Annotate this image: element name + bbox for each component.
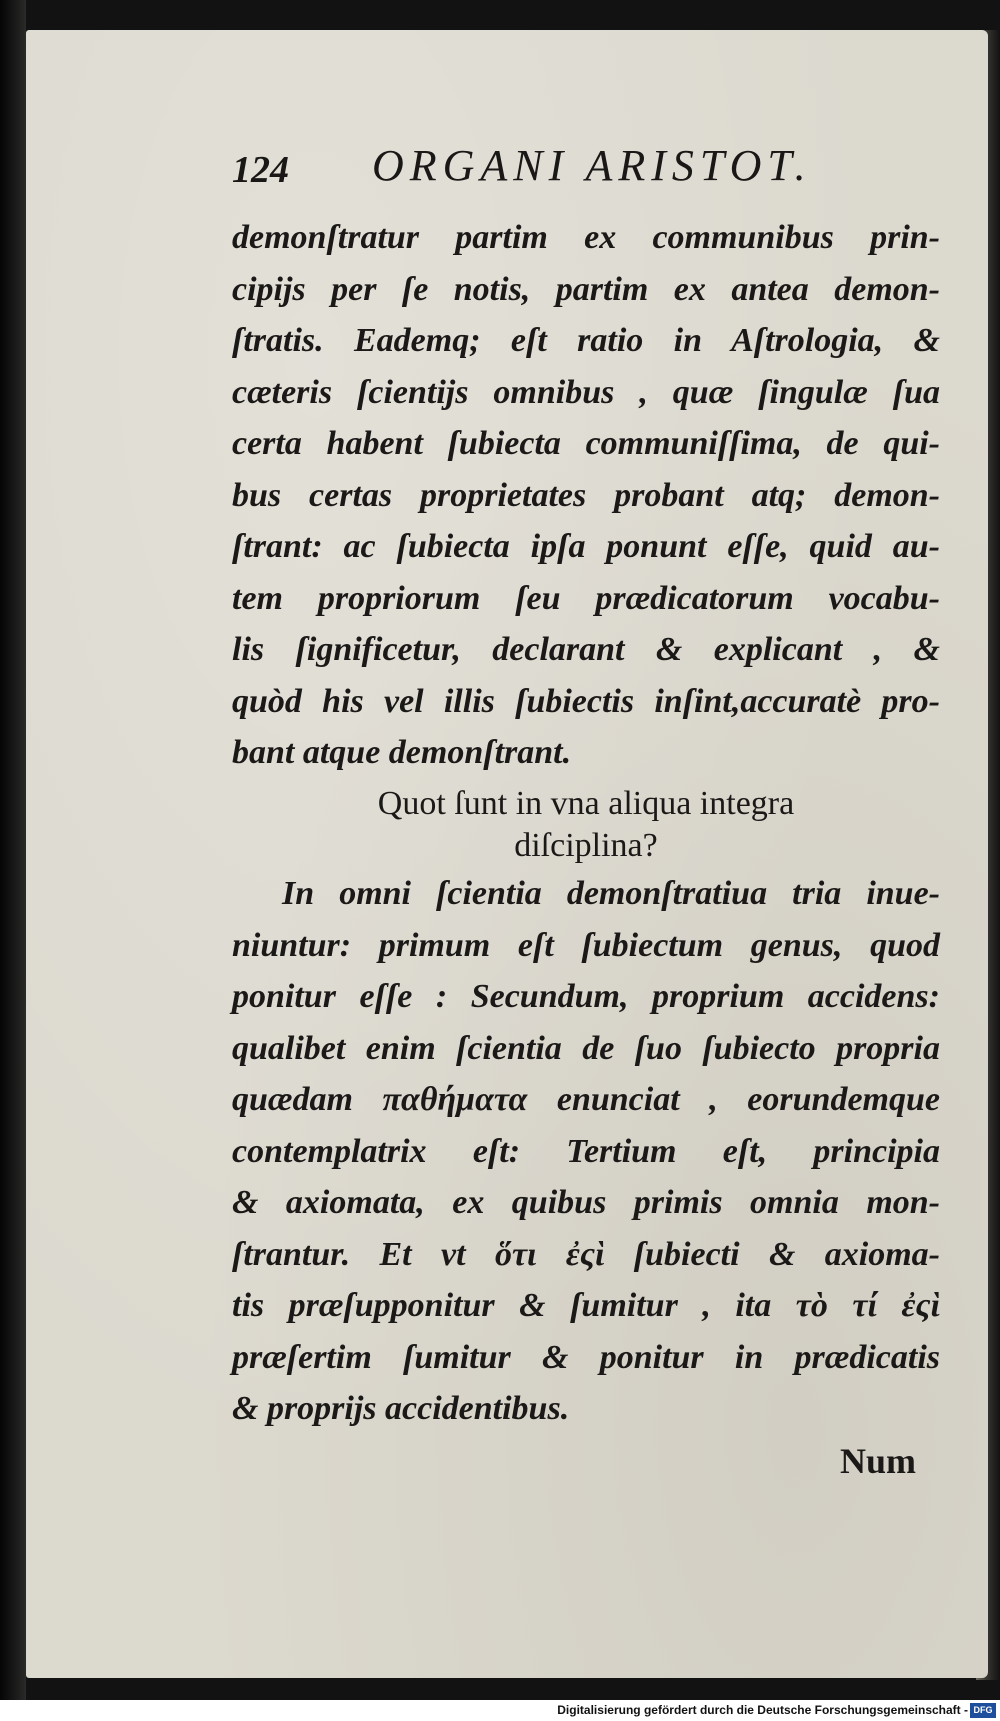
text-line: ſtratis. Eademq; eſt ratio in Aſtrologia, & bbox=[232, 322, 940, 359]
text-line: tem propriorum ſeu prædicatorum vocabu- bbox=[232, 579, 940, 617]
dfg-logo-icon: DFG bbox=[970, 1703, 996, 1718]
text-line: certa habent ſubiecta communiſſima, de qui- bbox=[232, 425, 940, 462]
heading-line: diſciplina? bbox=[514, 827, 658, 864]
text-line: quædam παθήματα enunciat , eorundemque bbox=[232, 1081, 940, 1118]
heading-line: Quot ſunt in vna aliqua integra bbox=[377, 785, 795, 822]
text-line: & proprijs accidentibus. bbox=[232, 1390, 570, 1427]
running-head: ORGANI ARISTOT. bbox=[372, 141, 812, 190]
text-line: niuntur: primum eſt ſubiectum genus, quod bbox=[232, 926, 940, 964]
text-line: lis ſignificetur, declarant & explicant , & bbox=[232, 631, 940, 668]
text-line: qualibet enim ſcientia de ſuo ſubiecto propria bbox=[232, 1029, 940, 1067]
text-line: cæteris ſcientijs omnibus , quæ ſingulæ ſua bbox=[232, 373, 940, 411]
book-spine bbox=[0, 0, 26, 1700]
page-number: 124 bbox=[232, 149, 289, 191]
text-line: ſtrant: ac ſubiecta ipſa ponunt eſſe, quid au- bbox=[232, 528, 940, 565]
section-heading bbox=[232, 783, 940, 867]
footer-bar bbox=[0, 1700, 1000, 1721]
text-line: demonſtratur partim ex communibus prin- bbox=[232, 219, 940, 256]
text-line: bus certas proprietates probant atq; demon- bbox=[232, 476, 940, 514]
text-line: cipijs per ſe notis, partim ex antea demon- bbox=[232, 270, 940, 308]
text-line: ponitur eſſe : Secundum, proprium accidens: bbox=[232, 978, 940, 1015]
text-line: In omni ſcientia demonſtratiua tria inue- bbox=[282, 875, 940, 912]
text-line: ſtrantur. Et vt ὅτι ἐςὶ ſubiecti & axioma- bbox=[232, 1235, 940, 1273]
text-line: tis præſupponitur & ſumitur , ita τὸ τί ἐςὶ bbox=[232, 1287, 940, 1324]
funding-credit: Digitalisierung gefördert durch die Deutsche Forschungsgemeinschaft - bbox=[557, 1703, 968, 1717]
paragraph-1 bbox=[232, 212, 940, 779]
text-line: bant atque demonſtrant. bbox=[232, 734, 572, 771]
text-line: quòd his vel illis ſubiectis inſint,accuratè pro- bbox=[232, 682, 940, 720]
text-line: & axiomata, ex quibus primis omnia mon- bbox=[232, 1184, 940, 1221]
catchword: Num bbox=[840, 1441, 917, 1481]
text-line: præſertim ſumitur & ponitur in prædicatis bbox=[232, 1338, 940, 1376]
text-line: contemplatrix eſt: Tertium eſt, principia bbox=[232, 1132, 940, 1170]
paragraph-2 bbox=[232, 868, 940, 1435]
page-header bbox=[232, 140, 932, 200]
